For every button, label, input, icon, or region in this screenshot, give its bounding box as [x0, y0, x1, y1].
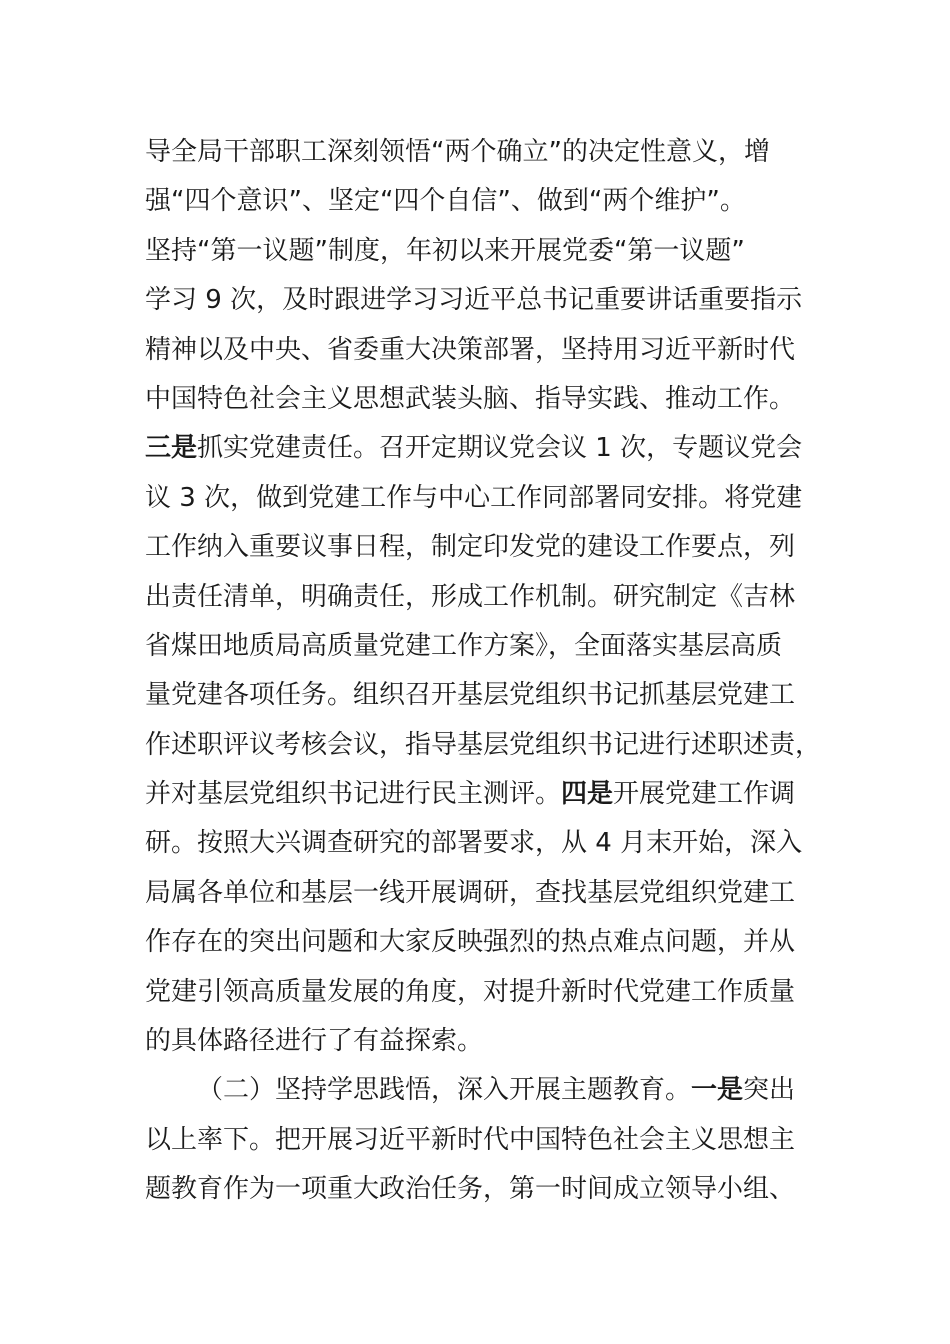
text-line: 的具体路径进行了有益探索。	[145, 1026, 484, 1057]
text-line: 并对基层党组织书记进行民主测评。四是开展党建工作调	[145, 779, 796, 810]
body-text	[145, 128, 822, 1215]
text-line: 题教育作为一项重大政治任务，第一时间成立领导小组、	[145, 1174, 796, 1205]
point-marker-one: 一是	[691, 1075, 744, 1106]
text-line: 议 3 次，做到党建工作与中心工作同部署同安排。将党建	[145, 482, 803, 513]
text-line: 精神以及中央、省委重大决策部署，坚持用习近平新时代	[145, 334, 796, 365]
text-line: 以上率下。把开展习近平新时代中国特色社会主义思想主	[145, 1124, 796, 1155]
text-line: 作存在的突出问题和大家反映强烈的热点难点问题，并从	[145, 927, 796, 958]
text-line: 三是抓实党建责任。召开定期议党会议 1 次，专题议党会	[145, 433, 803, 464]
text-line: 中国特色社会主义思想武装头脑、指导实践、推动工作。	[145, 383, 796, 414]
text-line: 强“四个意识”、坚定“四个自信”、做到“两个维护”。	[145, 186, 746, 217]
text-line: 工作纳入重要议事日程，制定印发党的建设工作要点，列	[145, 532, 796, 563]
point-marker-three: 三是	[145, 433, 198, 464]
text-line: 省煤田地质局高质量党建工作方案》，全面落实基层高质	[145, 630, 783, 661]
text-line: 局属各单位和基层一线开展调研，查找基层党组织党建工	[145, 877, 796, 908]
point-marker-four: 四是	[561, 779, 614, 810]
text-line: 学习 9 次，及时跟进学习习近平总书记重要讲话重要指示	[145, 285, 803, 316]
text-line: 出责任清单，明确责任，形成工作机制。研究制定《吉林	[145, 581, 796, 612]
text-line: 作述职评议考核会议，指导基层党组织书记进行述职述责，	[145, 729, 822, 760]
text-line: 研。按照大兴调查研究的部署要求，从 4 月末开始，深入	[145, 828, 803, 859]
text-line: 量党建各项任务。组织召开基层党组织书记抓基层党建工	[145, 680, 796, 711]
text-line: 导全局干部职工深刻领悟“两个确立”的决定性意义，增	[145, 137, 770, 167]
text-line: 党建引领高质量发展的角度，对提升新时代党建工作质量	[145, 976, 796, 1007]
text-line: 坚持“第一议题”制度，年初以来开展党委“第一议题”	[145, 235, 745, 266]
section-heading-line: （二）坚持学思践悟，深入开展主题教育。一是突出	[197, 1075, 796, 1106]
